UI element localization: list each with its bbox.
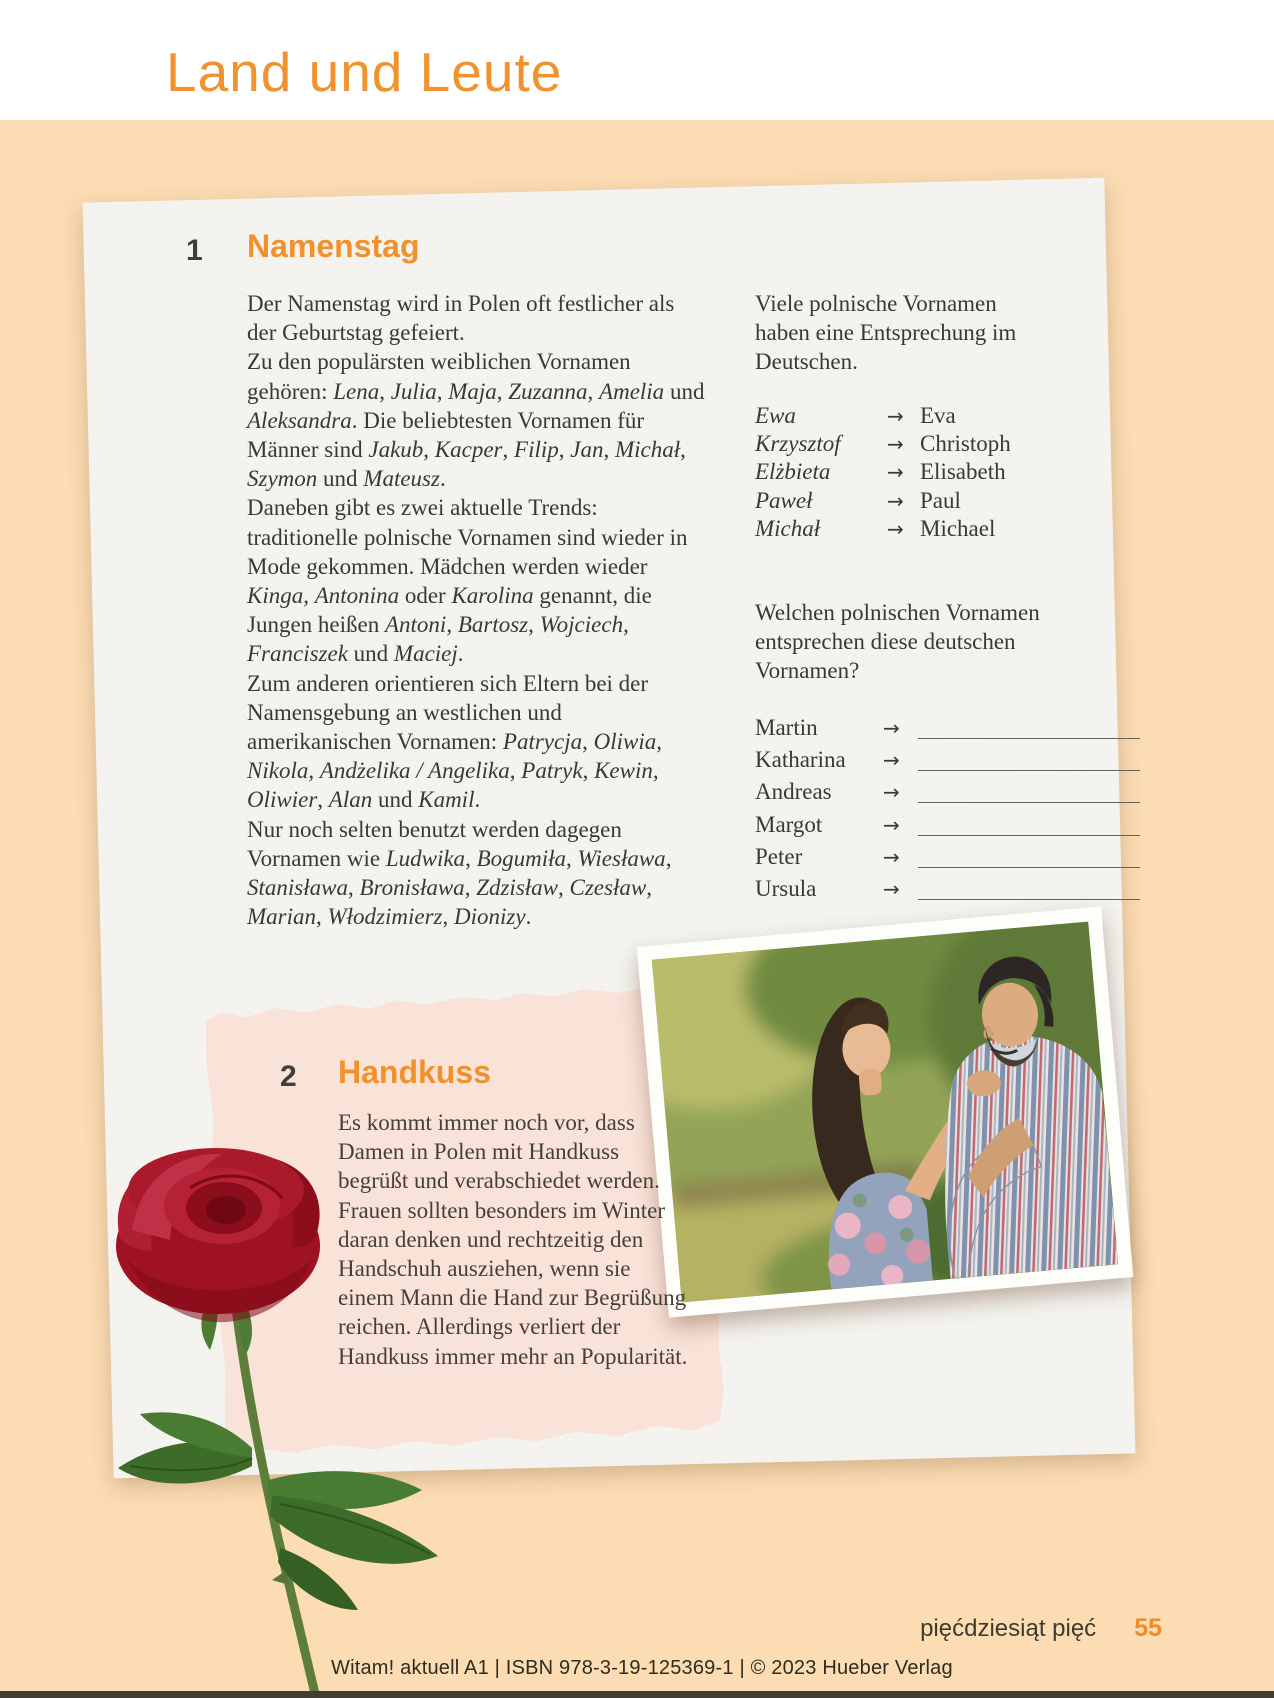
- german-name: Elisabeth: [920, 459, 1006, 485]
- german-name: Andreas: [755, 779, 832, 805]
- german-name: Margot: [755, 811, 823, 837]
- exercise-row: [755, 776, 1140, 808]
- exercise-row: [755, 712, 1140, 744]
- german-name: Martin: [755, 715, 818, 740]
- page-number: 55: [1134, 1614, 1162, 1642]
- answer-blank[interactable]: [918, 776, 1140, 803]
- exercise-row: [755, 809, 1140, 841]
- german-name: Katharina: [755, 747, 846, 773]
- page-bottom-edge: [0, 1691, 1274, 1698]
- name-pair-row: [755, 458, 1011, 486]
- name-pairs-list: [755, 402, 1011, 543]
- answer-blank[interactable]: [918, 744, 1140, 771]
- page-number-block: [920, 1614, 1162, 1643]
- names-intro-text: Viele polnische Vornamen haben eine Entsprechung im Deutschen.: [755, 291, 1017, 375]
- paragraph: Zum anderen orientieren sich Eltern bei der Namensgebung an westlichen und amerikanischen Vornamen: Patrycja, Oliwia, Nikola, Andżelika / Angelika, Patryk, Kewin, Oliwier, Alan und Kamil.: [247, 670, 662, 813]
- german-name: Michael: [920, 515, 996, 541]
- polish-name: Ewa: [755, 403, 796, 428]
- arrow-icon: →: [883, 748, 900, 773]
- answer-blank[interactable]: [918, 873, 1140, 900]
- polish-name: Michał: [755, 515, 821, 541]
- exercise-row: [755, 841, 1140, 873]
- arrow-icon: →: [883, 844, 900, 869]
- name-pair-row: [755, 515, 1011, 543]
- answer-blank[interactable]: [918, 841, 1140, 868]
- handkiss-photo-art: [652, 922, 1118, 1303]
- paragraph: Nur noch selten benutzt werden dagegen Vornamen wie Ludwika, Bogumiła, Wiesława, Stanisława, Bronisława, Zdzisław, Czesław, Marian, Włodzimierz, Dionizy.: [247, 816, 672, 930]
- german-name: Eva: [920, 403, 956, 428]
- arrow-icon: →: [887, 432, 904, 457]
- name-pair-row: [755, 430, 1011, 458]
- page-title: Land und Leute: [166, 41, 563, 103]
- german-name: Christoph: [920, 431, 1011, 457]
- rose-image: [40, 1118, 480, 1698]
- arrow-icon: →: [887, 404, 904, 428]
- page-header: [0, 0, 1274, 120]
- paragraph: Zu den populärsten weiblichen Vornamen gehören: Lena, Julia, Maja, Zuzanna, Amelia und Aleksandra. Die beliebtesten Vornamen für Männer sind Jakub, Kacper, Filip, Jan, Michał, Szymon und Mateusz.: [247, 349, 705, 492]
- arrow-icon: →: [887, 488, 904, 513]
- exercise-row: [755, 873, 1140, 905]
- handkiss-photo: [637, 906, 1134, 1317]
- name-pair-row: [755, 487, 1011, 515]
- arrow-icon: →: [883, 716, 900, 740]
- arrow-icon: →: [883, 812, 900, 837]
- polish-name: Elżbieta: [755, 459, 831, 485]
- page-number-word: pięćdziesiąt pięć: [920, 1615, 1097, 1642]
- imprint-line: Witam! aktuell A1 | ISBN 978-3-19-125369-1 | © 2023 Hueber Verlag: [331, 1657, 953, 1679]
- polish-name: Krzysztof: [755, 431, 841, 457]
- arrow-icon: →: [887, 516, 904, 541]
- german-name: Ursula: [755, 875, 817, 901]
- exercise-list: [755, 712, 1140, 905]
- name-pair-row: [755, 402, 1011, 430]
- handkuss-body-text: Es kommt immer noch vor, dass Damen in Polen mit Handkuss begrüßt und verabschiedet werden. Frauen sollten besonders im Winter daran denken und rechtzeitig den Handschuh ausziehen, wenn sie einem Mann die Hand zur Begrüßung reichen. Allerdings verliert der Handkuss immer mehr an Popularität.: [338, 1110, 688, 1369]
- arrow-icon: →: [887, 460, 904, 485]
- exercise-row: [755, 744, 1140, 776]
- exercise-question: Welchen polnischen Vornamen entsprechen diese deutschen Vornamen?: [755, 600, 1040, 684]
- section-2-number: 2: [280, 1060, 297, 1093]
- arrow-icon: →: [883, 780, 900, 805]
- polish-name: Paweł: [755, 487, 813, 513]
- handkiss-photo-image: [652, 922, 1118, 1303]
- german-name: Paul: [920, 487, 961, 513]
- section-1-title: Namenstag: [247, 228, 420, 264]
- arrow-icon: →: [883, 876, 900, 901]
- section-2-title: Handkuss: [338, 1054, 491, 1090]
- german-name: Peter: [755, 843, 803, 869]
- paragraph: Der Namenstag wird in Polen oft festlicher als der Geburtstag gefeiert.: [247, 291, 675, 346]
- section-1-number: 1: [186, 234, 203, 267]
- answer-blank[interactable]: [918, 712, 1140, 739]
- paragraph: Daneben gibt es zwei aktuelle Trends: traditionelle polnische Vornamen sind wieder in Mode gekommen. Mädchen werden wieder Kinga, Antonina oder Karolina genannt, die Jungen heißen Antoni, Bartosz, Wojciech, Franciszek und Maciej.: [247, 495, 688, 667]
- answer-blank[interactable]: [918, 809, 1140, 836]
- namenstag-body-text: [247, 289, 705, 931]
